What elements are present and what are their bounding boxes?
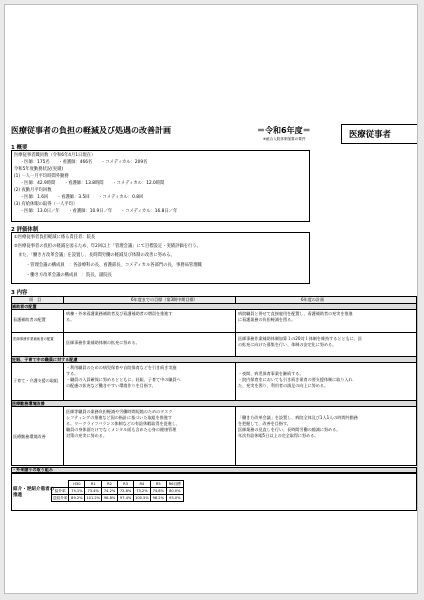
rate-value: 72.8% — [118, 488, 134, 495]
rate-value: 75.1% — [69, 488, 85, 495]
review-item: ・働き方改革会議の構成員 ：院長、副院長 — [26, 273, 112, 278]
row-plan: 病院職員と併せて直接雇用を配置し、看護補助者の充実を推進 — [238, 311, 353, 316]
year-header: R2 — [102, 481, 118, 488]
year-header: R1 — [85, 481, 102, 488]
review-item: ・管理会議の構成員 ：各診療科の長、看護部長、コメディカル各部門の長、事務局管理職 — [26, 263, 202, 268]
fiscal-year: ＝令和6年度＝ — [257, 126, 311, 135]
staff-heading: 医療従事者職員数（令和6年4月1日現在） — [14, 153, 96, 158]
row-target: 病棟・外来看護業務補助者及び看護補助者の増員を推進す — [66, 311, 173, 316]
rate-value: 89.2% — [69, 495, 85, 502]
row-target: 医師等職員の業務負担軽減や労働時間短縮のためのタスク — [66, 409, 173, 414]
overview-item: ・医師：1.6回 ・看護師：3.5回 ・コメディカル：0.8回 — [20, 195, 144, 200]
row-plan: の拡充に向けた募集を行い、体制の安定化に努める。 — [238, 342, 337, 347]
department-stamp: 医療従事者 — [341, 124, 418, 144]
row-target: の配慮の拡充など働きやすい環境作りを目指す。 — [66, 383, 156, 388]
section-label: 補助者の配置 — [12, 303, 37, 309]
row-plan: 「働き方改革会議」を設置し、病院全体及び1人1人の時間外勤務 — [238, 415, 358, 420]
row-item: 医師事務作業補助者の配置 — [13, 337, 54, 341]
content-heading: 3 内容 — [11, 290, 28, 296]
year-header: R5 — [150, 481, 166, 488]
year-header: R6目標 — [166, 481, 183, 488]
row-target: る。ワークライフバランス体制などの有給休暇取得を促進し、 — [66, 421, 180, 426]
row-item: 看護補助者の配置 — [13, 317, 46, 322]
overview-heading: 1 概要 — [11, 145, 28, 151]
row-target: する。 — [66, 371, 79, 376]
rate-value: 100.5% — [135, 496, 149, 500]
rate-label: 紹介率 — [52, 488, 69, 495]
year-header: R4 — [134, 481, 151, 488]
row-target: ・職員の入員確保に努めるとともに、妊娠、子育て中の職員へ — [66, 377, 181, 382]
rate-value: 73.2% — [134, 488, 151, 495]
section-label: 妊娠、子育て中の職員に対する配慮 — [12, 356, 78, 362]
review-item: ①医療従事者負担軽減に係る責任者：院長 — [14, 235, 96, 240]
overview-item: (1) 一人一月平均時間外勤務 — [14, 174, 69, 179]
row-plan: た、充実を図り、利用者の満足の向上に努める。 — [238, 383, 329, 388]
turnover-heading: ・外来縮小の取り組み — [12, 467, 53, 472]
work-heading: 令和5年度勤務状況(実績) — [14, 167, 64, 172]
rate-value: 101.2% — [86, 496, 101, 500]
row-target: 対策の充実に努める。 — [66, 433, 107, 438]
row-plan: 医師業務の見直しを行い、長時間労働の縮減に努める。 — [238, 427, 341, 432]
row-plan: ・夜間、病児保育事業を継続する。 — [238, 371, 304, 376]
review-item: ②医療従事者の負担の軽減を図るため、年2回以上「管理会議」にて目標設定・実績評価を行う。 — [14, 244, 201, 249]
rate-value: 73.4% — [85, 488, 102, 495]
year-header: R3 — [118, 481, 134, 488]
rate-value: 97.4% — [118, 495, 134, 502]
row-target: ・利用職員のための病児保育や自院保育などを引き続き実施 — [66, 365, 177, 370]
row-plan: 医師事務作業補助体制加算１の20対１体制を維持するとともに、医 — [238, 336, 362, 341]
row-target: シフティングの推進など国の指針に基づいた取組を推進す — [66, 415, 173, 420]
overview-item: ・医師：42.9時間 ・看護師：13.8時間 ・コメディカル：12.0時間 — [20, 181, 165, 186]
col-item: 項 目 — [29, 297, 42, 302]
overview-item: ・医師：13.0日／年 ・看護師：10.9日／年 ・コメディカル：16.8日／年 — [20, 209, 178, 214]
col-target: 6年度までの目標（第3期中期目標） — [131, 297, 198, 302]
referral-table — [51, 480, 184, 502]
page-title: 医療従事者の負担の軽減及び処遇の改善計画 — [11, 126, 171, 135]
col-plan: 6年度の計画 — [301, 297, 325, 302]
rate-value: 74.8% — [150, 488, 166, 495]
rate-value: 80.0% — [166, 488, 183, 495]
row-item: 医療勤務環境改善 — [13, 434, 46, 439]
row-plan: ・院内保育室においても引き続き保育の要支援体制に取り入れ — [238, 377, 353, 382]
content-table — [11, 296, 417, 466]
turnover-row-label: 推進 — [13, 493, 23, 498]
review-item: また、「働き方改革会議」を設置し、長時間労働の軽減及び体制の改善に努める。 — [18, 253, 175, 258]
turnover-row-label: 紹介・逆紹介患者の — [13, 487, 55, 492]
staff-count: ・医師：175名 ・看護師：466名 ・コメディカル：209名 — [20, 160, 148, 165]
requirement-note: ※統合入院体制加算の要件 — [263, 137, 306, 141]
row-plan: 年次有給休暇5日以上の完全取得に努める。 — [238, 433, 319, 438]
rate-label: 逆紹介率 — [53, 495, 68, 500]
row-plan: に看護業務の負担軽減を図る。 — [238, 317, 296, 322]
row-target: 医師事務作業補助体制の拡充に努める。 — [66, 340, 140, 345]
rate-value: 98.8% — [102, 495, 118, 502]
rate-value: 98.2% — [150, 495, 166, 502]
review-box — [11, 232, 310, 284]
year-header: H30 — [69, 481, 85, 488]
row-plan: を把握して、改善を目指す。 — [238, 421, 291, 426]
overview-item: (2) 夜勤月平均回数 — [14, 188, 52, 193]
row-item: 子育て・介護支援の取組 — [13, 378, 59, 383]
review-heading: 2 評価体制 — [11, 227, 39, 233]
overview-box — [11, 150, 310, 222]
rate-value: 74.2% — [102, 488, 118, 495]
rate-value: 93.0% — [166, 495, 183, 502]
document-page — [4, 4, 418, 594]
row-target: る。 — [66, 317, 75, 322]
row-target: 職員の身体面だけでなくメンタル面も含めた心身の健康管理 — [66, 427, 177, 432]
section-label: 医療勤務環境改善 — [12, 400, 45, 406]
overview-item: (3) 有給休暇の取得（一人平均） — [14, 202, 78, 207]
